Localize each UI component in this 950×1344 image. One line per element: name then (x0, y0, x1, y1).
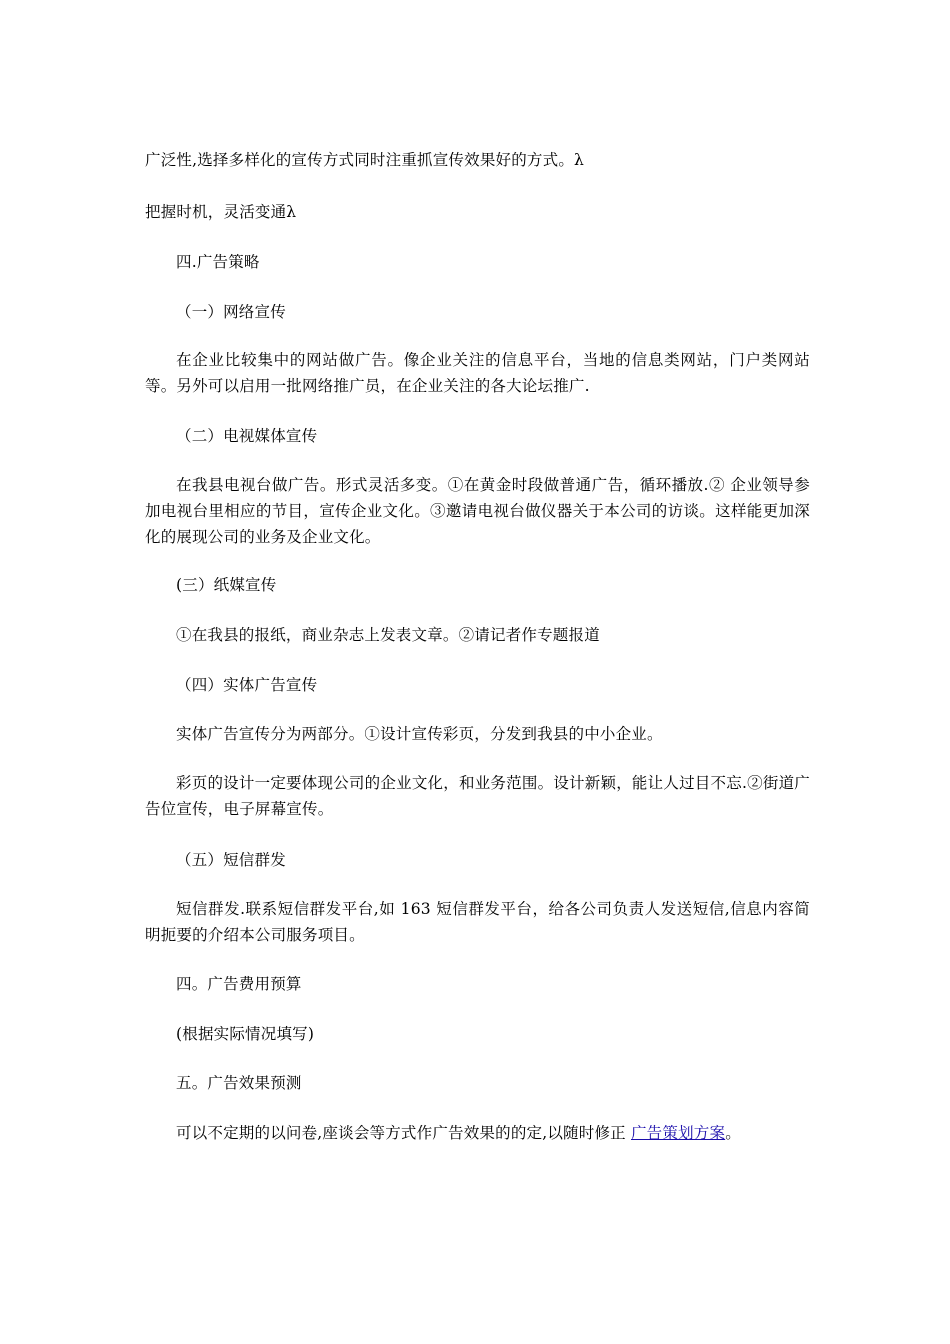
paragraph-print-promotion: ①在我县的报纸，商业杂志上发表文章。②请记者作专题报道 (176, 626, 600, 644)
section-heading-effect-forecast: 五。广告效果预测 (176, 1074, 302, 1092)
subheading-physical-ads: （四）实体广告宣传 (176, 676, 318, 694)
paragraph-network-promotion: 在企业比较集中的网站做广告。像企业关注的信息平台，当地的信息类网站，门户类网站等。另外可以启用一批网络推广员，在企业关注的各大论坛推广. (145, 351, 810, 395)
paragraph-effect-forecast-end: 。 (725, 1124, 741, 1142)
subheading-tv-promotion: （二）电视媒体宣传 (176, 427, 318, 445)
section-heading-budget: 四。广告费用预算 (176, 975, 302, 993)
paragraph-2: 把握时机，灵活变通λ (145, 203, 297, 221)
ad-plan-link[interactable]: 广告策划方案 (630, 1124, 726, 1142)
subheading-print-promotion: (三）纸媒宣传 (176, 576, 277, 594)
paragraph-physical-ads-2: 彩页的设计一定要体现公司的企业文化，和业务范围。设计新颖，能让人过目不忘.②街道广告位宣传，电子屏幕宣传。 (145, 774, 810, 818)
paragraph-physical-ads-1: 实体广告宣传分为两部分。①设计宣传彩页，分发到我县的中小企业。 (176, 725, 663, 743)
paragraph-budget-note: (根据实际情况填写) (176, 1025, 315, 1043)
paragraph-effect-forecast-text: 可以不定期的以问卷,座谈会等方式作广告效果的的定,以随时修正 (176, 1124, 631, 1142)
subheading-network-promotion: （一）网络宣传 (176, 303, 286, 321)
paragraph-sms-broadcast: 短信群发.联系短信群发平台,如 163 短信群发平台，给各公司负责人发送短信,信息内容简明扼要的介绍本公司服务项目。 (145, 900, 810, 944)
paragraph-tv-promotion: 在我县电视台做广告。形式灵活多变。①在黄金时段做普通广告，循环播放.② 企业领导参加电视台里相应的节目，宣传企业文化。③邀请电视台做仪器关于本公司的访谈。这样能更加深化的展现公司的业务及企业文化。 (145, 476, 810, 546)
section-heading-advertising-strategy: 四.广告策略 (176, 253, 260, 271)
paragraph-effect-forecast (145, 1120, 810, 1146)
subheading-sms-broadcast: （五）短信群发 (176, 851, 286, 869)
paragraph-1: 广泛性,选择多样化的宣传方式同时注重抓宣传效果好的方式。λ (145, 151, 585, 169)
